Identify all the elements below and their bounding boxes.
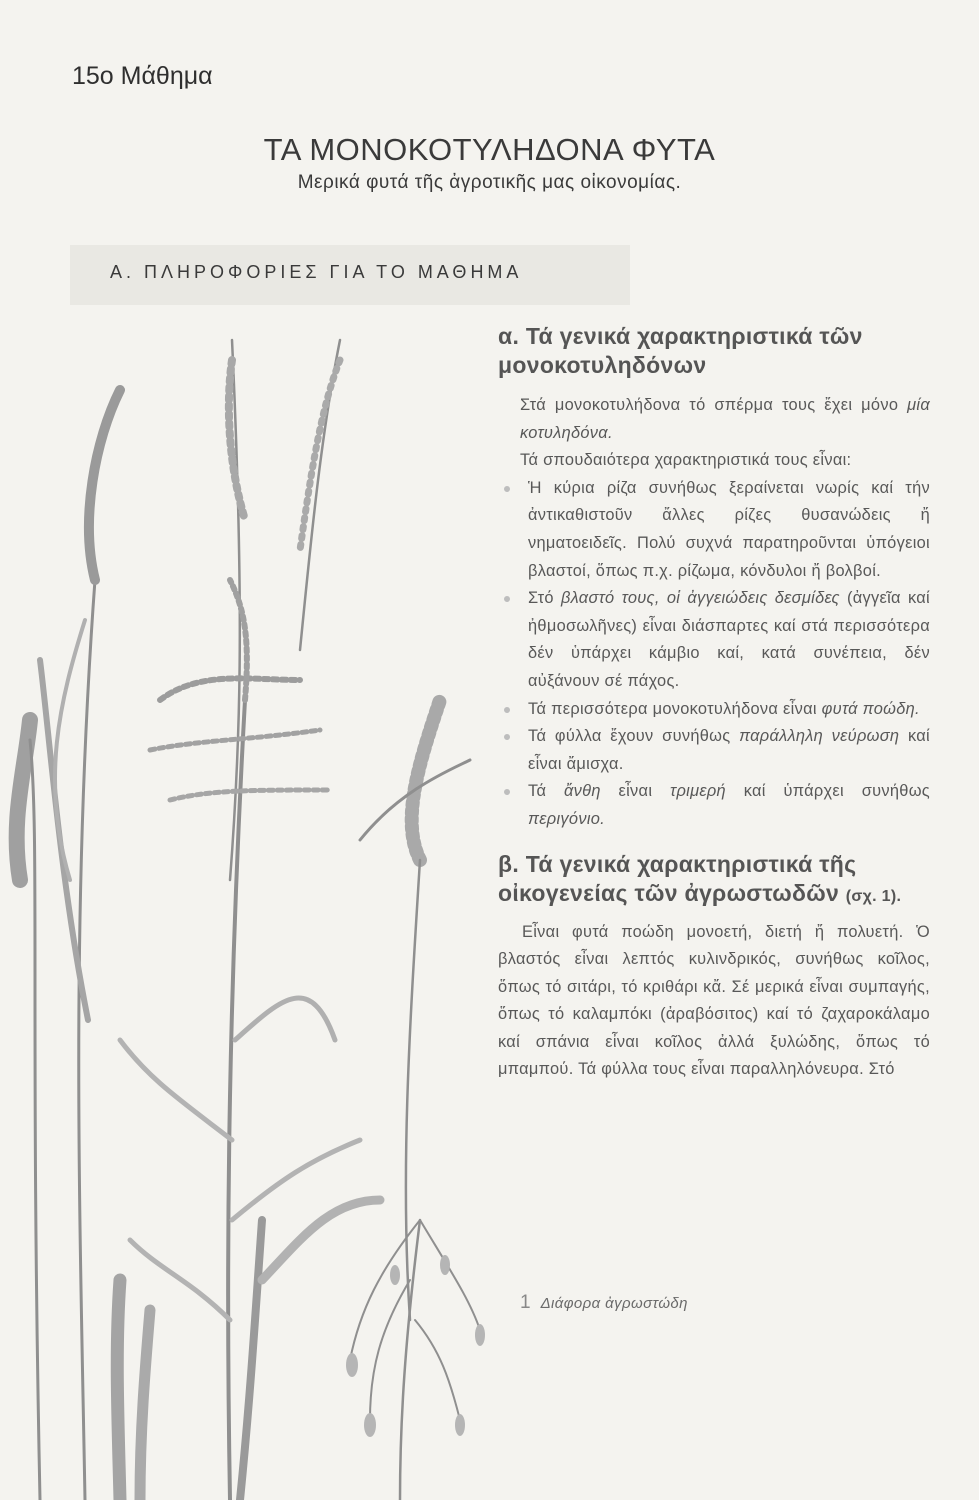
list-item: Τά φύλλα ἔχουν συνήθως παράλληλη νεύρωση καί εἶναι ἄμισχα. bbox=[498, 723, 930, 778]
grass-panicle-right bbox=[412, 700, 440, 860]
part-a-heading: α. Τά γενικά χαρακτηριστικά τῶν μονοκοτυληδόνων bbox=[498, 323, 863, 378]
bullet-icon bbox=[504, 789, 510, 795]
grasses-illustration-icon bbox=[0, 320, 500, 1500]
bullet-icon bbox=[504, 596, 510, 602]
millet-leaf bbox=[235, 998, 335, 1040]
part-a-paragraph-1: Στά μονοκοτυλήδονα τό σπέρμα τους ἔχει μόνο μία κοτυληδόνα. bbox=[520, 396, 930, 442]
lesson-number: 15ο Μάθημα bbox=[72, 62, 213, 90]
part-b-heading: β. Τά γενικά χαρακτηριστικά τῆς οἰκογενείας τῶν ἀγρωστωδῶν (σχ. 1). bbox=[498, 850, 902, 906]
figure-caption: 1 Διάφορα ἀγρωστώδη bbox=[520, 1292, 688, 1313]
page-title: ΤΑ ΜΟΝΟΚΟΤΥΛΗΔΟΝΑ ΦΥΤΑ bbox=[263, 132, 716, 167]
wheat-ear bbox=[89, 390, 120, 580]
list-item: Τά ἄνθη εἶναι τριμερή καί ὑπάρχει συνήθως περιγόνιο. bbox=[498, 778, 930, 833]
list-item: Τά περισσότερα μονοκοτυλήδονα εἶναι φυτά ποώδη. bbox=[498, 696, 930, 724]
list-item: Στό βλαστό τους, οἱ ἀγγειώδεις δεσμίδες (ἀγγεῖα καί ἠθμοσωλῆνες) εἶναι διάσπαρτες καί στά περισσότερα δέν ὑπάρχει κάμβιο καί, κατά συνέπεια, δέν αὐξάνουν σέ πάχος. bbox=[498, 585, 930, 695]
wheat-stem bbox=[79, 580, 95, 1500]
wheat-ear-bottom bbox=[117, 1280, 120, 1500]
part-b-paragraph: Εἶναι φυτά ποώδη μονοετή, διετή ἤ πολυετή. Ὁ βλαστός εἶναι λεπτός κυλινδρικός, συνήθως κοῖλος, ὅπως τό σιτάρι, τό κριθάρι κἄ. Σέ μερικά εἶναι συμπαγής, ὅπως τό καλαμπόκι (ἀραβόσιτος) καί τό ζαχαροκάλαμο καί σπάνια εἶναι κοῖλος ἀλλά ξυλώδης, ὅπως τό μπαμπού. Τά φύλλα τους εἶναι παραλληλόνευρα. Στό bbox=[498, 922, 930, 1079]
characteristics-list bbox=[498, 475, 930, 834]
millet-panicle bbox=[160, 678, 300, 700]
oats-stem bbox=[400, 1220, 420, 1500]
corn-stem bbox=[240, 1220, 262, 1500]
part-a-paragraph-2: Τά σπουδαιότερα χαρακτηριστικά τους εἶναι: bbox=[520, 451, 852, 470]
bullet-icon bbox=[504, 707, 510, 713]
millet-stem bbox=[228, 700, 245, 1500]
wheat-cluster bbox=[17, 720, 30, 880]
bullet-icon bbox=[504, 486, 510, 492]
page-subtitle: Μερικά φυτά τῆς ἀγροτικῆς μας οἰκονομίας. bbox=[297, 172, 682, 193]
list-item: Ἡ κύρια ρίζα συνήθως ξεραίνεται νωρίς καί τήν ἀντικαθιστοῦν ἄλλες ρίζες θυσανώδεις ἤ νηματοειδεῖς. Πολύ συχνά παρατηροῦνται ὑπόγειοι βλαστοί, ὅπως π.χ. ρίζωμα, κόνδυλοι ἤ βολβοί. bbox=[498, 475, 930, 585]
bullet-icon bbox=[504, 734, 510, 740]
text-column bbox=[498, 322, 930, 1084]
section-heading: Α. ΠΛΗΡΟΦΟΡΙΕΣ ΓΙΑ ΤΟ ΜΑΘΗΜΑ bbox=[110, 262, 523, 282]
